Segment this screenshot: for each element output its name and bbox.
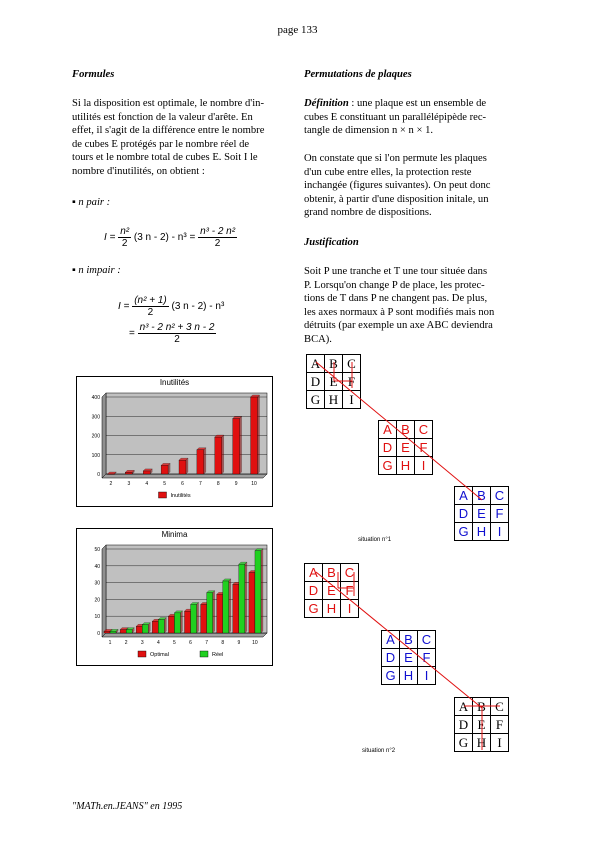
grid-cell: B: [397, 421, 415, 439]
grid-cell: B: [473, 487, 491, 505]
grid-cell: D: [455, 505, 473, 523]
x-tick-label: 8: [216, 481, 220, 487]
formula-odd-line1: [118, 295, 224, 318]
text-line: [304, 97, 524, 111]
bar-side: [213, 591, 215, 633]
text-line: obtenir, à partir d'une disposition initale, un: [304, 193, 489, 205]
grid-cell: A: [379, 421, 397, 439]
x-tick-label: 3: [127, 481, 131, 487]
caption-situation-1: situation n°1: [358, 537, 392, 543]
grid-cell: E: [323, 582, 341, 600]
x-tick-label: 5: [163, 481, 167, 487]
grid-cell: I: [491, 734, 509, 752]
bar-side: [197, 602, 199, 633]
grid-cell: I: [343, 391, 361, 409]
denominator: 2: [214, 238, 221, 249]
grid-cell: F: [418, 649, 436, 667]
bullet-odd-label: n impair :: [78, 265, 121, 276]
text-line: P. Lorsqu'on change P de place, les protec-: [304, 279, 485, 291]
bar: [136, 626, 142, 633]
heading-justification: Justification: [304, 237, 359, 248]
grid-cell: C: [343, 355, 361, 373]
legend-swatch: [200, 651, 208, 657]
bar: [126, 630, 132, 633]
grid-cell: E: [473, 716, 491, 734]
x-tick-label: 2: [109, 481, 113, 487]
bullet-even: ▪ n pair :: [72, 197, 111, 208]
definition-label: Définition: [304, 98, 349, 109]
caption-situation-2: situation n°2: [362, 748, 396, 754]
chart-floor: [102, 474, 267, 478]
text-line: cubes E constituant un parallélépipède rec-: [304, 111, 487, 123]
grid-cell: B: [323, 564, 341, 582]
x-tick-label: 3: [140, 640, 144, 646]
bar: [152, 621, 158, 633]
grid-cell: E: [473, 505, 491, 523]
bar-side: [258, 395, 260, 474]
x-tick-label: 1: [108, 640, 112, 646]
text-fragment: : une plaque est un ensemble de: [348, 98, 487, 109]
bar: [251, 397, 258, 474]
x-tick-label: 7: [198, 481, 202, 487]
bar: [174, 613, 180, 633]
y-tick-label: 100: [91, 452, 100, 459]
numerator: (n² + 1): [134, 295, 167, 306]
plate-grid-blue: [454, 486, 509, 541]
grid-cell: E: [400, 649, 418, 667]
grid-cell: A: [305, 564, 323, 582]
x-tick-label: 10: [251, 481, 257, 487]
bar: [110, 631, 116, 633]
grid-cell: F: [491, 716, 509, 734]
text-line: effet, il s'agit de la différence entre le nombre: [72, 125, 265, 137]
grid-cell: D: [305, 582, 323, 600]
grid-cell: G: [382, 667, 400, 685]
text-line: de cubes E protégés par le nombre réel de: [72, 138, 250, 150]
grid-cell: I: [491, 523, 509, 541]
grid-cell: A: [455, 487, 473, 505]
bar: [120, 630, 126, 633]
text-line: nombre d'inutilités, on obtient :: [72, 165, 205, 177]
grid-cell: C: [415, 421, 433, 439]
footer: "MATh.en.JEANS" en 1995: [72, 801, 183, 812]
grid-cell: B: [400, 631, 418, 649]
bar-side: [168, 463, 170, 474]
legend-label: Optimal: [150, 652, 169, 658]
bar-side: [240, 417, 242, 474]
grid-cell: I: [418, 667, 436, 685]
grid-cell: H: [473, 734, 491, 752]
x-tick-label: 10: [252, 640, 258, 646]
grid-cell: H: [323, 600, 341, 618]
text-line: utilités est fonction de la valeur d'arête. En: [72, 111, 253, 123]
formula-middle: (3 n - 2) - n³ =: [133, 232, 196, 244]
grid-cell: A: [307, 355, 325, 373]
page-number: page 133: [277, 24, 318, 36]
chart-inutilites: [76, 376, 273, 507]
bar: [197, 450, 204, 474]
x-tick-label: 5: [173, 640, 176, 646]
bar-side: [148, 623, 150, 633]
grid-cell: H: [397, 457, 415, 475]
bar-side: [164, 618, 166, 633]
bar: [255, 551, 261, 633]
text-line: les axes normaux à P sont modifiés mais non: [304, 306, 495, 318]
grid-cell: C: [491, 487, 509, 505]
bar: [142, 625, 148, 633]
grid-cell: D: [455, 716, 473, 734]
y-tick-label: 300: [91, 414, 100, 421]
grid-cell: B: [325, 355, 343, 373]
chart-title: Minima: [161, 530, 188, 539]
denominator: 2: [147, 307, 154, 318]
grid-cell: G: [455, 734, 473, 752]
bar: [207, 593, 213, 633]
chart-floor: [102, 633, 267, 637]
grid-cell: F: [491, 505, 509, 523]
y-tick-label: 200: [91, 433, 100, 440]
grid-cell: A: [382, 631, 400, 649]
grid-cell: C: [491, 698, 509, 716]
legend-swatch: [159, 492, 167, 498]
text-line: BCA).: [304, 333, 332, 345]
heading-permutations: Permutations de plaques: [304, 69, 412, 80]
x-tick-label: 6: [181, 481, 184, 487]
text-line: On constate que si l'on permute les plaques: [304, 153, 487, 164]
text-line: grand nombre de dispositions.: [304, 207, 432, 219]
formula-middle: (3 n - 2) - n³: [171, 301, 225, 313]
y-tick-label: 0: [97, 631, 100, 637]
text-line: tions de T dans P ne changent pas. De plus,: [304, 293, 488, 305]
bar: [191, 604, 197, 633]
legend-label: Réel: [212, 652, 224, 658]
bar-side: [261, 549, 263, 633]
bar: [233, 584, 239, 633]
formula-even: [104, 226, 237, 249]
text-line: d'un cube entre elles, la protection reste: [304, 166, 472, 178]
chart-title: Inutilités: [159, 378, 190, 387]
bar: [249, 573, 255, 633]
y-tick-label: 20: [94, 597, 100, 604]
text-line: inchangée (figures suivantes). On peut donc: [304, 180, 491, 192]
grid-cell: G: [305, 600, 323, 618]
formula-odd-line2: [129, 322, 216, 345]
y-tick-label: 10: [94, 614, 100, 621]
bar-side: [229, 579, 231, 633]
plate-grid-blue: [381, 630, 436, 685]
x-tick-label: 4: [156, 640, 160, 646]
numerator: n³ - 2 n²: [200, 226, 236, 237]
grid-cell: D: [382, 649, 400, 667]
x-tick-label: 8: [221, 640, 225, 646]
text-line: Soit P une tranche et T une tour située dans: [304, 266, 488, 277]
grid-cell: E: [325, 373, 343, 391]
formula-lhs: I =: [118, 301, 130, 313]
x-tick-label: 2: [124, 640, 128, 646]
bar-side: [222, 435, 224, 474]
bar: [168, 616, 174, 633]
denominator: 2: [121, 238, 128, 249]
fraction: [138, 322, 217, 345]
bar: [143, 471, 150, 474]
chart-wall: [102, 545, 106, 637]
bar: [125, 472, 132, 474]
grid-cell: D: [379, 439, 397, 457]
text-line: Si la disposition est optimale, le nombre d'in-: [72, 98, 264, 109]
grid-cell: B: [473, 698, 491, 716]
y-tick-label: 400: [91, 395, 100, 401]
paragraph-formules: [72, 97, 292, 179]
bar: [217, 594, 223, 633]
text-line: tangle de dimension n × n × 1.: [304, 125, 434, 137]
grid-cell: C: [341, 564, 359, 582]
chart-wall: [102, 393, 106, 478]
grid-cell: G: [307, 391, 325, 409]
bar: [239, 564, 245, 633]
x-tick-label: 9: [237, 640, 241, 646]
y-tick-label: 50: [94, 547, 100, 553]
bullet-even-label: n pair :: [78, 197, 111, 208]
paragraph-justification: [304, 265, 524, 347]
plate-grid-serif: [306, 354, 361, 409]
numerator: n²: [120, 226, 130, 237]
x-tick-label: 6: [189, 640, 192, 646]
grid-cell: H: [400, 667, 418, 685]
denominator: 2: [174, 334, 180, 345]
bar: [104, 631, 110, 633]
grid-cell: I: [341, 600, 359, 618]
plate-grid-red: [378, 420, 433, 475]
bar-side: [186, 458, 188, 474]
grid-cell: D: [307, 373, 325, 391]
fraction: [198, 226, 237, 249]
grid-cell: F: [343, 373, 361, 391]
plate-grid-serif: [454, 697, 509, 752]
legend-swatch: [138, 651, 146, 657]
heading-formules: Formules: [72, 69, 115, 80]
bar: [179, 460, 186, 474]
bar: [185, 611, 191, 633]
formula-lhs: I =: [104, 232, 116, 244]
chart-minima: [76, 528, 273, 666]
grid-cell: I: [415, 457, 433, 475]
y-tick-label: 40: [94, 563, 100, 570]
bar-side: [245, 562, 247, 633]
bar-side: [181, 611, 183, 633]
x-tick-label: 7: [205, 640, 209, 646]
bar: [158, 620, 164, 633]
x-tick-label: 9: [234, 481, 238, 487]
grid-cell: H: [473, 523, 491, 541]
equals-sign: =: [129, 328, 135, 340]
grid-cell: E: [397, 439, 415, 457]
grid-cell: H: [325, 391, 343, 409]
x-tick-label: 4: [145, 481, 149, 487]
fraction: [118, 226, 131, 249]
y-tick-label: 0: [97, 472, 100, 478]
text-line: tours et le nombre total de cubes E. Soit I le: [72, 152, 258, 164]
bar: [161, 465, 168, 474]
grid-cell: C: [418, 631, 436, 649]
bar: [215, 437, 222, 474]
plate-grid-red: [304, 563, 359, 618]
text-line: détruits (par exemple un axe ABC deviendra: [304, 320, 493, 332]
bar: [201, 604, 207, 633]
bar: [233, 419, 240, 474]
fraction: [132, 295, 169, 318]
bar-side: [204, 448, 206, 474]
grid-cell: F: [415, 439, 433, 457]
grid-cell: G: [455, 523, 473, 541]
grid-cell: A: [455, 698, 473, 716]
grid-cell: G: [379, 457, 397, 475]
grid-cell: F: [341, 582, 359, 600]
paragraph-permutation: [304, 152, 524, 220]
numerator: n³ - 2 n² + 3 n - 2: [139, 322, 215, 333]
bullet-odd: ▪ n impair :: [72, 265, 121, 276]
y-tick-label: 30: [94, 580, 100, 587]
legend-label: Inutilités: [170, 493, 191, 499]
bar: [223, 581, 229, 633]
paragraph-definition: [304, 97, 524, 138]
